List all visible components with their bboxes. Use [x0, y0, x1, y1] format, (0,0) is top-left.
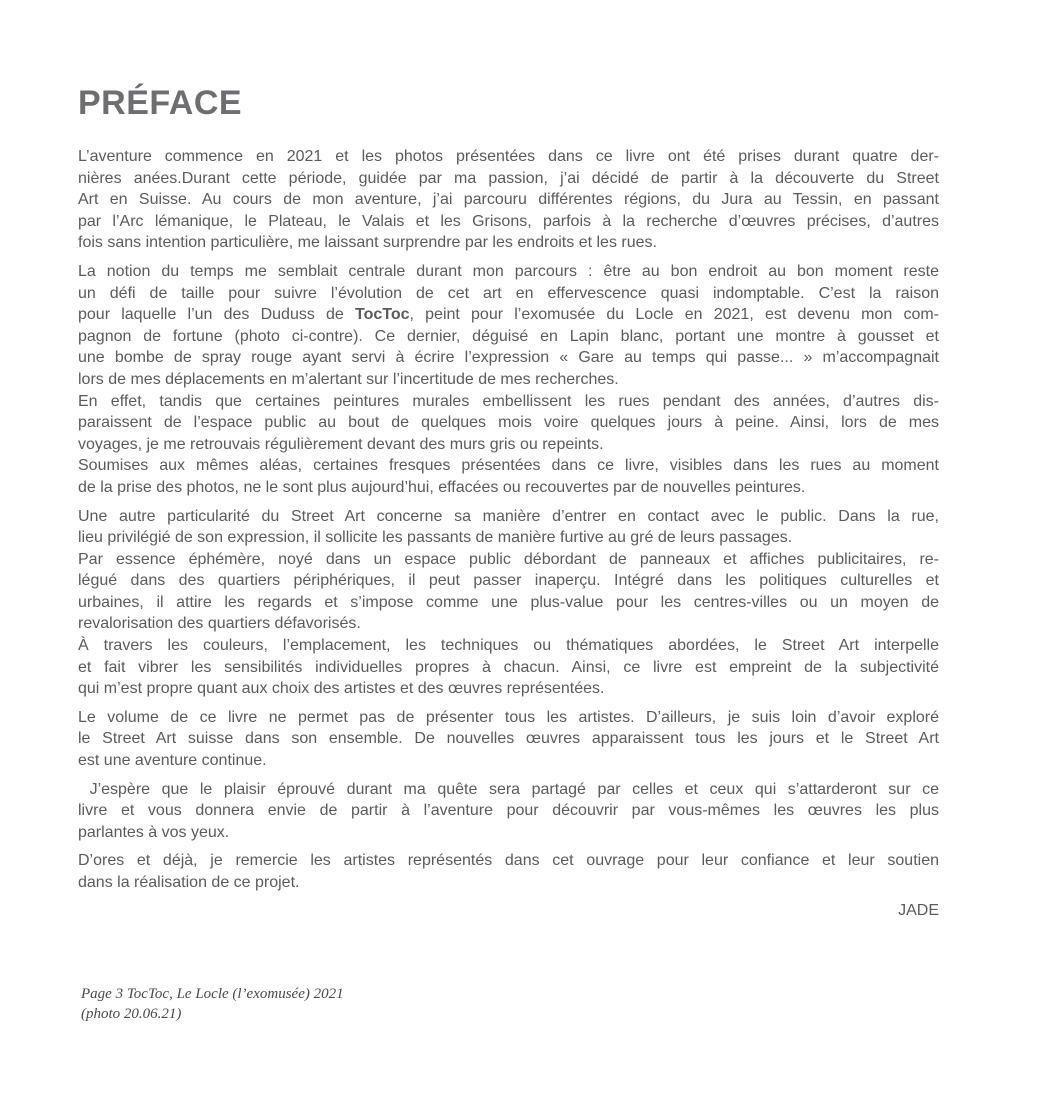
paragraph-line: pagnon de fortune (photo ci-contre). Ce dernier, déguisé en Lapin blanc, portant une montre à gousset et: [78, 327, 939, 345]
paragraph: [78, 850, 939, 893]
paragraph-line: fois sans intention particulière, me laissant surprendre par les endroits et les rues.: [78, 234, 657, 252]
paragraph-line: le Street Art suisse dans son ensemble. De nouvelles œuvres apparaissent tous les jours et le Street Art: [78, 730, 939, 748]
paragraph-line: Le volume de ce livre ne permet pas de présenter tous les artistes. D’ailleurs, je suis loin d’avoir exploré: [78, 708, 939, 726]
paragraph-line: La notion du temps me semblait centrale durant mon parcours : être au bon endroit au bon moment reste: [78, 262, 939, 280]
paragraph: [78, 506, 939, 549]
paragraph-line: Soumises aux mêmes aléas, certaines fresques présentées dans ce livre, visibles dans les rues au moment: [78, 457, 939, 475]
paragraph: [78, 455, 939, 498]
paragraph-line: un défi de taille pour suivre l’évolution de cet art en effervescence quasi indomptable. C’est la raison: [78, 284, 939, 302]
page-title: PRÉFACE: [78, 84, 243, 122]
paragraph: [78, 261, 939, 391]
signature: JADE: [898, 901, 939, 919]
paragraph-line: et fait vibrer les sensibilités individuelles propres à chacun. Ainsi, ce livre est empreint de la subjectivité: [78, 658, 939, 676]
paragraph: [78, 391, 939, 456]
paragraph-line: dans la réalisation de ce projet.: [78, 874, 300, 891]
paragraph-line: L’aventure commence en 2021 et les photos présentées dans ce livre ont été prises durant quatre der-: [78, 148, 939, 165]
paragraph: [78, 635, 939, 700]
paragraph-line: lors de mes déplacements en m’alertant sur l’incertitude de mes recherches.: [78, 370, 619, 388]
paragraph-line: Une autre particularité du Street Art concerne sa manière d’entrer en contact avec le public. Dans la rue,: [78, 507, 939, 525]
paragraph-line: D’ores et déjà, je remercie les artistes représentés dans cet ouvrage pour leur confiance et leur soutien: [78, 852, 939, 870]
paragraph-line: En effet, tandis que certaines peintures murales embellissent les rues pendant des années, d’autres dis-: [78, 392, 939, 410]
paragraph-line: pour laquelle l’un des Duduss de TocToc, peint pour l’exomusée du Locle en 2021, est devenu mon com-: [78, 306, 939, 324]
paragraph: [78, 707, 939, 772]
paragraph-line: par l’Arc lémanique, le Plateau, le Valais et les Grisons, parfois à la recherche d’œuvres précises, d’autres: [78, 212, 939, 230]
paragraph-line: Art en Suisse. Au cours de mon aventure, j’ai parcouru différentes régions, du Jura au Tessin, en passant: [78, 191, 939, 209]
paragraph: [78, 779, 939, 844]
paragraph-line: livre et vous donnera envie de partir à l’aventure pour découvrir par vous-mêmes les œuvres les plus: [78, 802, 939, 820]
paragraph-line: qui m’est propre quant aux choix des artistes et des œuvres représentées.: [78, 680, 605, 698]
page-content: [78, 84, 939, 921]
paragraph: [78, 146, 939, 254]
paragraph-line: une bombe de spray rouge ayant servi à écrire l’expression « Gare au temps qui passe... » m’accompagnait: [78, 349, 939, 367]
paragraph-line: paraissent de l’espace public au bout de quelques mois voire quelques jours à peine. Ainsi, lors de mes: [78, 414, 939, 432]
paragraph-line: nières anées.Durant cette période, guidée par ma passion, j’ai décidé de partir à la découverte du Street: [78, 169, 939, 187]
paragraph-line: À travers les couleurs, l’emplacement, les techniques ou thématiques abordées, le Street Art interpelle: [78, 637, 939, 655]
photo-caption: [81, 984, 344, 1024]
paragraph-line: parlantes à vos yeux.: [78, 823, 230, 841]
photo-caption-line: (photo 20.06.21): [81, 1006, 182, 1022]
paragraph-line: de la prise des photos, ne le sont plus aujourd’hui, effacées ou recouvertes par de nouvelles peintures.: [78, 478, 806, 496]
paragraph-line: urbaines, il attire les regards et s’impose comme une plus-value pour les centres-villes ou un moyen de: [78, 593, 939, 611]
paragraph: [78, 549, 939, 635]
paragraph-line: voyages, je me retrouvais régulièrement devant des murs gris ou repeints.: [78, 435, 604, 453]
photo-caption-line: Page 3 TocToc, Le Locle (l’exomusée) 2021: [81, 986, 344, 1002]
paragraph-line: revalorisation des quartiers défavorisés.: [78, 615, 361, 633]
paragraph-line: J’espère que le plaisir éprouvé durant ma quête sera partagé par celles et ceux qui s’attarderont sur ce: [78, 780, 939, 798]
preface-body: [78, 146, 939, 894]
paragraph-line: lieu privilégié de son expression, il sollicite les passants de manière furtive au gré de leurs passages.: [78, 529, 793, 547]
paragraph-line: légué dans des quartiers périphériques, il peut passer inaperçu. Intégré dans les politiques culturelles et: [78, 572, 939, 590]
paragraph-line: Par essence éphémère, noyé dans un espace public débordant de panneaux et affiches publicitaires, re-: [78, 550, 939, 568]
paragraph-line: est une aventure continue.: [78, 752, 267, 770]
